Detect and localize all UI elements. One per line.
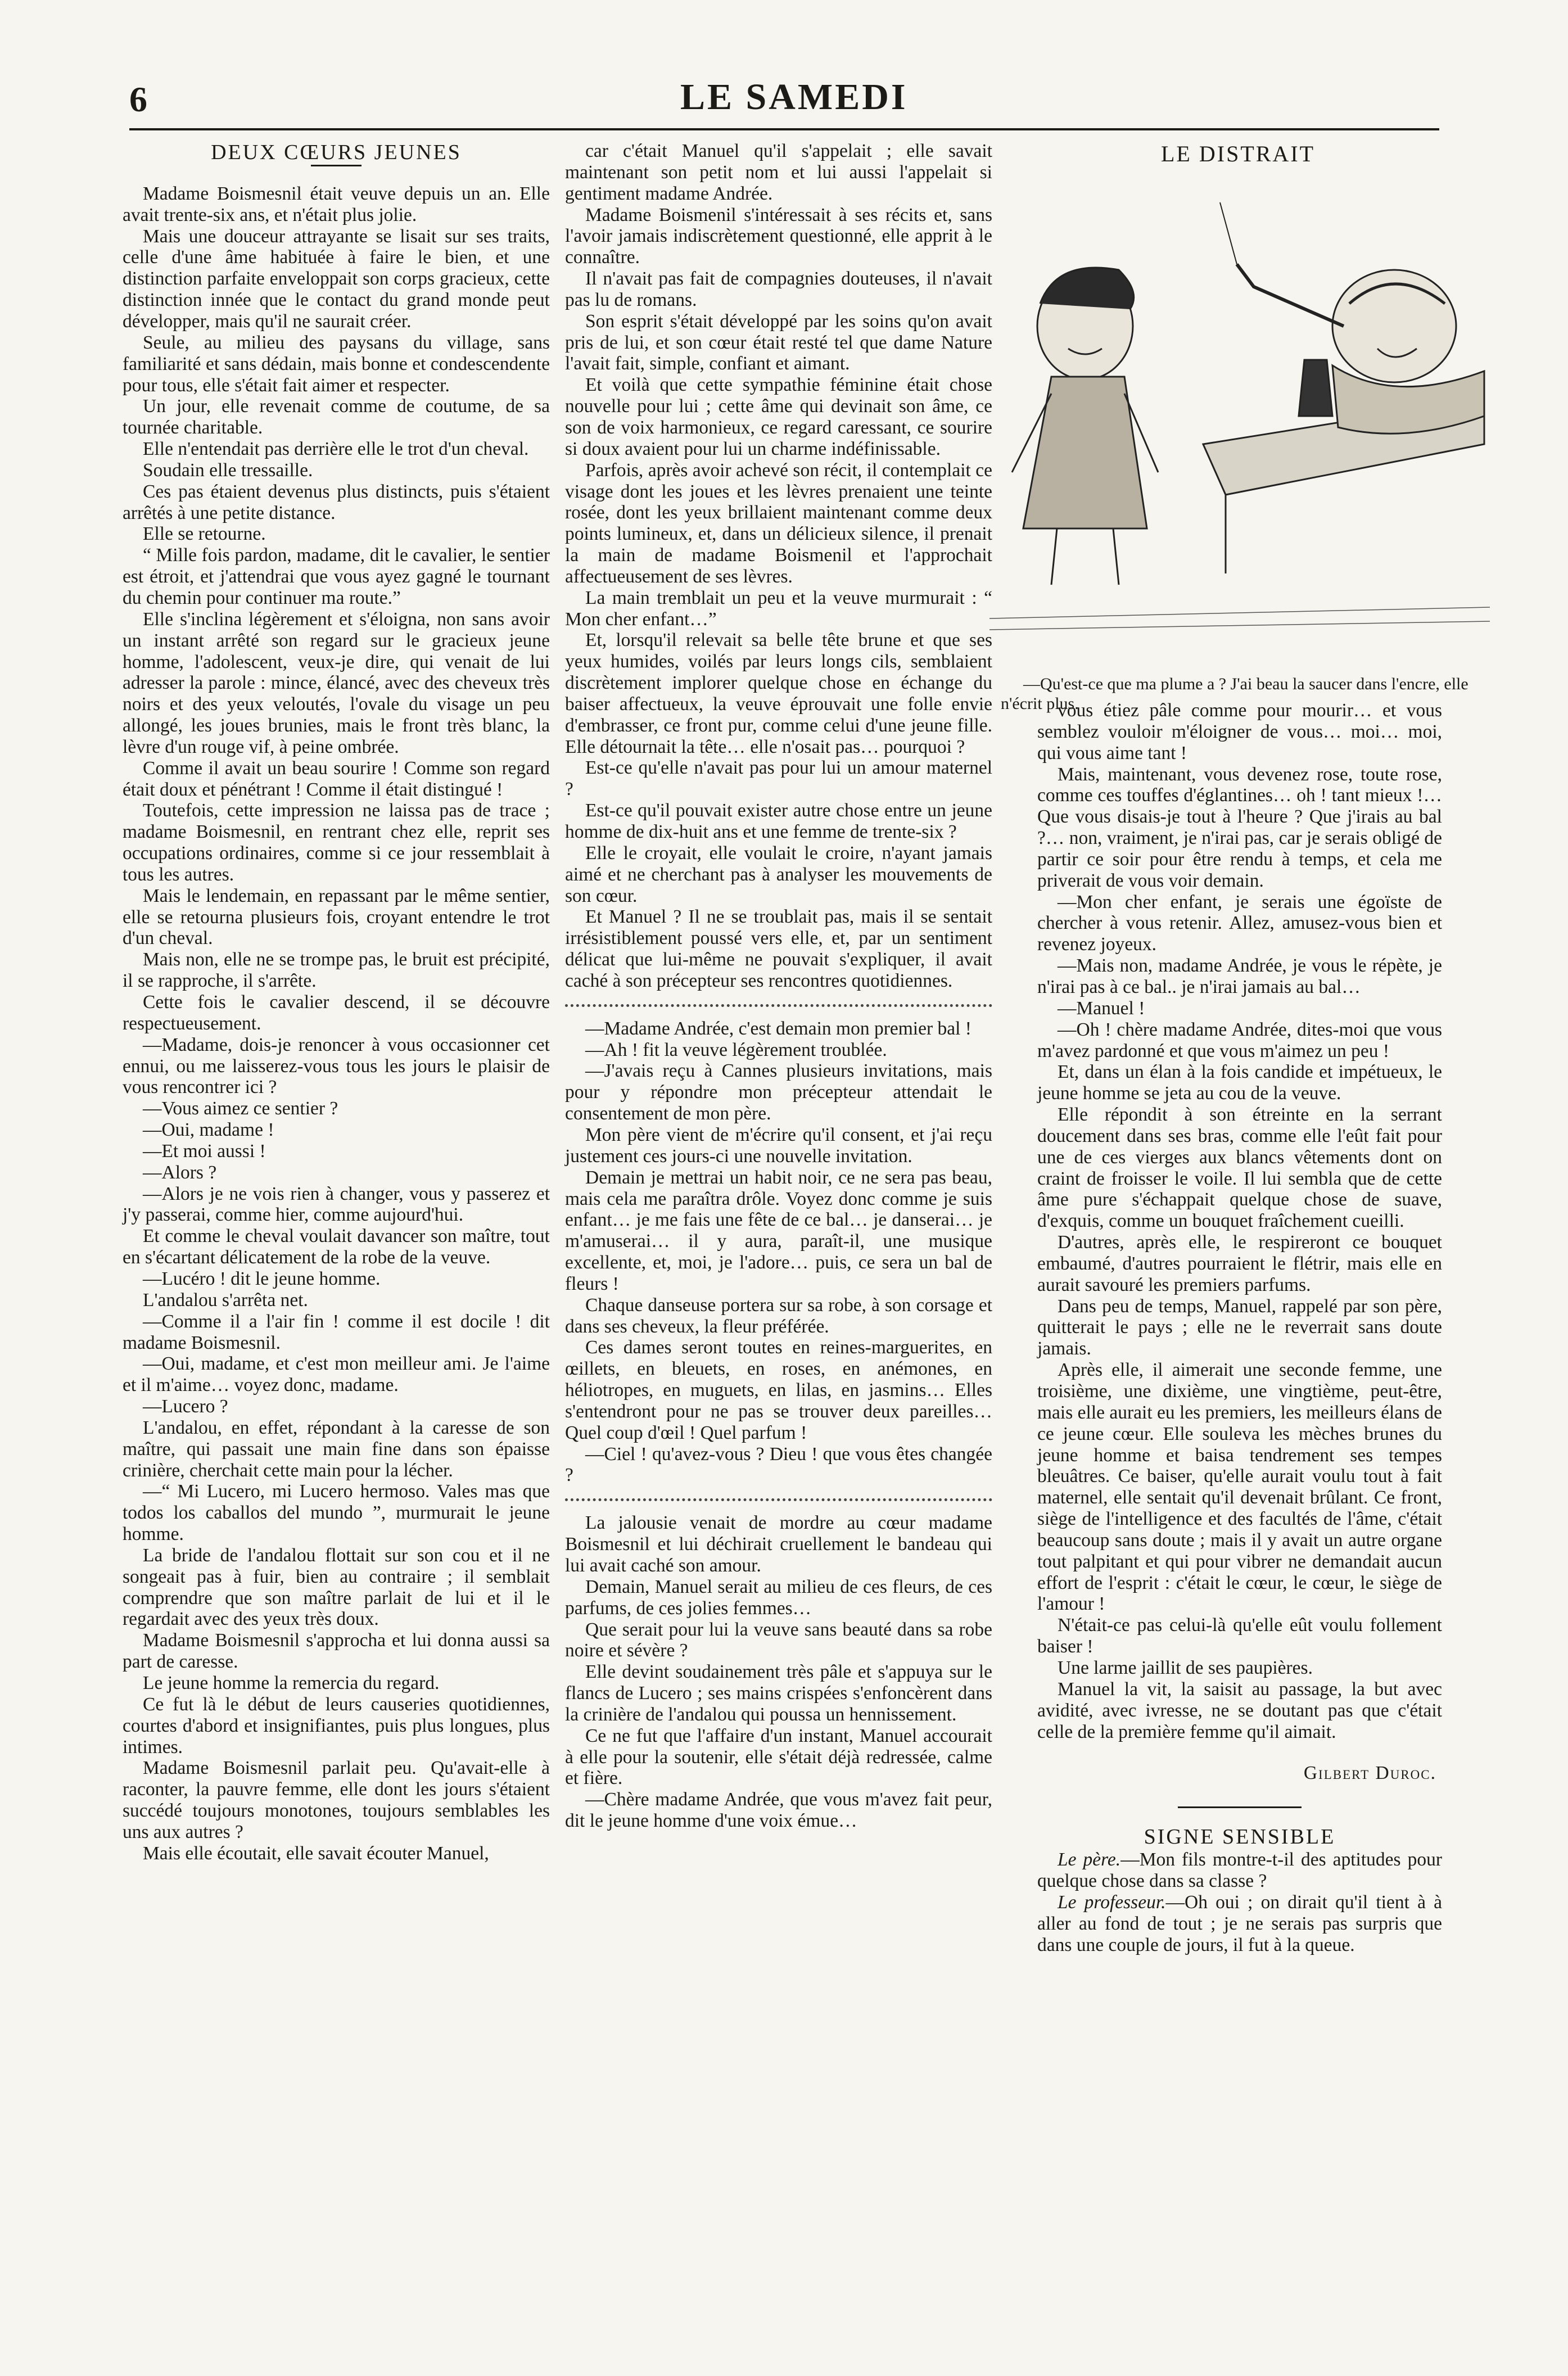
paragraph: Une larme jaillit de ses paupières.	[1058, 1657, 1313, 1678]
paragraph: —Vous aimez ce sentier ?	[143, 1098, 338, 1119]
dialogue-pere	[1037, 1849, 1442, 1892]
paragraph: Demain je mettrai un habit noir, ce ne sera pas beau, mais cela me paraîtra drôle. Voyez donc comme je suis enfant… je me fais une fête de ce bal… je danserai… je m'amuserai… il y aura, paraît-il, une musique excellente, et, moi, je l'adore… puis, ce sera un bal de fleurs !	[565, 1167, 992, 1294]
paragraph: Madame Boismesnil était veuve depuis un an. Elle avait trente-six ans, et n'était plus jolie.	[123, 183, 550, 225]
paragraph: Elle devint soudainement très pâle et s'appuya sur le flancs de Lucero ; ses mains crispées s'enfoncèrent dans la crinière de l'andalou qui poussa un hennissement.	[565, 1661, 992, 1725]
paragraph: —Et moi aussi !	[143, 1140, 266, 1162]
paragraph: Le jeune homme la remercia du regard.	[143, 1673, 440, 1693]
header-rule	[129, 128, 1439, 130]
column-1	[123, 141, 550, 1864]
paragraph: D'autres, après elle, le respireront ce bouquet embaumé, d'autres pourraient le flétrir, mais elle en aurait savouré les premiers parfums.	[1037, 1232, 1442, 1295]
paragraph: La jalousie venait de mordre au cœur madame Boismesnil et lui déchirait cruellement le bandeau qui lui avait caché son amour.	[565, 1512, 992, 1576]
paragraph: Il n'avait pas fait de compagnies douteuses, il n'avait pas lu de romans.	[565, 268, 992, 310]
section-rule	[1178, 1806, 1302, 1808]
paragraph: —Oh ! chère madame Andrée, dites-moi que vous m'avez pardonné et que vous m'aimez un peu !	[1037, 1019, 1442, 1061]
paragraph: Mais le lendemain, en repassant par le même sentier, elle se retourna plusieurs fois, croyant entendre le trot d'un cheval.	[123, 885, 550, 949]
paragraph: Cette fois le cavalier descend, il se découvre respectueusement.	[123, 992, 550, 1034]
story-text-part-3	[565, 1018, 992, 1487]
paragraph: Son esprit s'était développé par les soins qu'on avait pris de lui, et son cœur était resté tel que dame Nature l'avait fait, simple, confiant et aimant.	[565, 310, 992, 374]
story-text-part-4	[565, 1512, 992, 1832]
masthead-title: LE SAMEDI	[680, 76, 908, 118]
story-text-part-2	[565, 141, 992, 992]
paragraph: Est-ce qu'il pouvait exister autre chose entre un jeune homme de dix-huit ans et une femme de trente-six ?	[565, 800, 992, 842]
paragraph: —Oui, madame !	[143, 1119, 274, 1141]
paragraph: L'andalou, en effet, répondant à la caresse de son maître, qui passait une main fine dans son épaisse crinière, cherchait cette main pour la lécher.	[123, 1417, 550, 1481]
story-title: DEUX CŒURS JEUNES	[211, 141, 462, 164]
paragraph: —J'avais reçu à Cannes plusieurs invitations, mais pour y répondre mon précepteur attendait le consentement de mon père.	[565, 1060, 992, 1124]
dotted-separator	[565, 1004, 992, 1007]
paragraph: Et Manuel ? Il ne se troublait pas, mais il se sentait irrésistiblement poussé vers elle, et, par un sentiment délicat que lui-même ne pouvait s'expliquer, il avait caché à son précepteur ses rencontres quotidiennes.	[565, 906, 992, 991]
paragraph: —Ciel ! qu'avez-vous ? Dieu ! que vous êtes changée ?	[565, 1443, 992, 1486]
title-rule	[311, 165, 362, 166]
paragraph: Elle le croyait, elle voulait le croire, n'ayant jamais aimé et ne cherchant pas à analyser les mouvements de son cœur.	[565, 842, 992, 906]
paragraph: Un jour, elle revenait comme de coutume, de sa tournée charitable.	[123, 396, 550, 439]
paragraph: Madame Boismesnil parlait peu. Qu'avait-elle à raconter, la pauvre femme, elle dont les jours s'étaient succédé toujours monotones, toujours semblables les uns aux autres ?	[123, 1758, 550, 1842]
dotted-separator	[565, 1498, 992, 1501]
paragraph: —Ah ! fit la veuve légèrement troublée.	[585, 1039, 887, 1060]
paragraph: Mais non, elle ne se trompe pas, le bruit est précipité, il se rapproche, il s'arrête.	[123, 949, 550, 992]
paragraph: Parfois, après avoir achevé son récit, il contemplait ce visage dont les joues et les lèvres prenaient une teinte rosée, dont les yeux brillaient maintenant comme deux points lumineux, et, dans un délicieux silence, il prenait la main de madame Boismenil et l'approchait affectueusement de ses lèvres.	[565, 459, 992, 587]
paragraph: Ce fut là le début de leurs causeries quotidiennes, courtes d'abord et insignifiantes, puis plus longues, plus intimes.	[123, 1693, 550, 1758]
paragraph: Elle répondit à son étreinte en la serrant doucement dans ses bras, comme elle l'eût fait pour une de ces vierges aux blancs vêtements dont on craint de froisser le voile. Il lui sembla que de cette âme pure s'échappait quelque chose de suave, d'exquis, comme un bouquet fraîchement cueilli.	[1037, 1104, 1442, 1232]
author-signature: Gilbert Duroc.	[1303, 1763, 1436, 1784]
paragraph: Ces pas étaient devenus plus distincts, puis s'étaient arrêtés à une petite distance.	[123, 481, 550, 523]
paragraph: —Mon cher enfant, je serais une égoïste de chercher à vous retenir. Allez, amusez-vous bien et revenez joyeux.	[1037, 891, 1442, 955]
paragraph: L'andalou s'arrêta net.	[143, 1289, 308, 1311]
paragraph: —Lucéro ! dit le jeune homme.	[143, 1268, 381, 1289]
prof-label: Le professeur.	[1058, 1891, 1166, 1913]
paragraph: —Madame, dois-je renoncer à vous occasionner cet ennui, ou me laisserez-vous tous les jours le plaisir de vous rencontrer ici ?	[123, 1034, 550, 1098]
paragraph: Mais, maintenant, vous devenez rose, toute rose, comme ces touffes d'églantines… oh ! tant mieux !… Que vous disais-je tout à l'heure ? Que j'irais au bal ?… non, vraiment, je n'irai pas, car je serais obligé de partir ce soir pour être rendu à temps, et cela me priverait de vous voir demain.	[1037, 764, 1442, 891]
prof-text: —Oh oui ; on dirait qu'il tient à à aller au fond de tout ; je ne serais pas surpris que dans une couple de jours, il fut à la queue.	[1037, 1891, 1442, 1955]
paragraph: Mon père vient de m'écrire qu'il consent, et j'ai reçu justement ces jours-ci une nouvelle invitation.	[565, 1124, 992, 1167]
paragraph: —Alors je ne vois rien à changer, vous y passerez et j'y passerai, comme hier, comme aujourd'hui.	[123, 1183, 550, 1226]
paragraph: Dans peu de temps, Manuel, rappelé par son père, quitterait le pays ; elle ne le reverrait sans doute jamais.	[1037, 1295, 1442, 1359]
paragraph: Après elle, il aimerait une seconde femme, une troisième, une dixième, une vingtième, peut-être, mais elle aurait eu les premiers, les meilleurs élans de ce jeune cœur. Elle souleva les mèches brunes du jeune homme et baisa tendrement ses tempes bleuâtres. Ce baiser, qu'elle aurait voulu tout à fait maternel, elle sentait qu'il devenait brûlant. Ce front, siège de l'intelligence et des facultés de l'âme, c'était beaucoup sans doute ; mais il y avait un autre organe tout palpitant et qui pour vibrer ne demandait aucun effort de l'esprit : c'était le cœur, le cœur, le siège de l'amour !	[1037, 1359, 1442, 1615]
paragraph: Elle s'inclina légèrement et s'éloigna, non sans avoir un instant arrêté son regard sur le gracieux jeune homme, l'adolescent, veux-je dire, qui venait de lui adresser la parole : mince, élancé, avec des cheveux très noirs et des yeux veloutés, l'ovale du visage un peu allongé, les joues brunies, mais le front très blanc, la lèvre d'un rouge vif, à peine ombrée.	[123, 608, 550, 757]
paragraph: La main tremblait un peu et la veuve murmurait : “ Mon cher enfant…”	[565, 587, 992, 630]
pere-label: Le père.	[1058, 1849, 1121, 1871]
paragraph: —Mais non, madame Andrée, je vous le répète, je n'irai pas à ce bal.. je n'irai jamais au bal…	[1037, 955, 1442, 997]
paragraph: —Comme il a l'air fin ! comme il est docile ! dit madame Boismesnil.	[123, 1311, 550, 1353]
paragraph: Comme il avait un beau sourire ! Comme son regard était doux et pénétrant ! Comme il était distingué !	[123, 757, 550, 800]
paragraph: —Oui, madame, et c'est mon meilleur ami. Je l'aime et il m'aime… voyez donc, madame.	[123, 1353, 550, 1396]
paragraph: —Alors ?	[143, 1162, 217, 1183]
paragraph: Mais une douceur attrayante se lisait sur ses traits, celle d'une âme habituée à faire le bien, et une distinction parfaite enveloppait son corps gracieux, cette distinction innée que le contact du grand monde peut développer, mais qu'il ne saurait créer.	[123, 225, 550, 332]
paragraph: —Manuel !	[1058, 997, 1145, 1019]
paragraph: Et voilà que cette sympathie féminine était chose nouvelle pour lui ; cette âme qui devinait son âme, ce son de voix harmonieux, ce regard caressant, ce sourire si doux avaient pour lui un charme indéfinissable.	[565, 374, 992, 459]
column-2	[565, 141, 992, 1832]
paragraph: Elle n'entendait pas derrière elle le trot d'un cheval.	[143, 439, 529, 460]
illustration-caption: —Qu'est-ce que ma plume a ? J'ai beau la saucer dans l'encre, elle n'écrit plus.	[1001, 675, 1468, 713]
paragraph: Que serait pour lui la veuve sans beauté dans sa robe noire et sévère ?	[565, 1619, 992, 1661]
story-text-part-5	[1037, 700, 1442, 1742]
story-text-part-1	[123, 183, 550, 1864]
column-3	[1037, 700, 1442, 1955]
paragraph: —Lucero ?	[143, 1396, 228, 1417]
paragraph: Madame Boismesnil s'approcha et lui donna aussi sa part de caresse.	[123, 1630, 550, 1673]
paragraph: Ces dames seront toutes en reines-marguerites, en œillets, en bleuets, en roses, en anémones, en héliotropes, en muguets, en lilas, en jasmins… Elles s'entendront pour ne pas se trouver deux pareilles… Quel coup d'œil ! Quel parfum !	[565, 1337, 992, 1443]
paragraph: Madame Boismenil s'intéressait à ses récits et, sans l'avoir jamais indiscrètement questionné, elle apprit à le connaître.	[565, 204, 992, 268]
paragraph: Et, dans un élan à la fois candide et impétueux, le jeune homme se jeta au cou de la veuve.	[1037, 1061, 1442, 1104]
paragraph: Soudain elle tressaille.	[143, 459, 313, 481]
paragraph: Seule, au milieu des paysans du village, sans familiarité et sans dédain, mais bonne et condescendente pour tous, elle s'était fait aimer et respecter.	[123, 332, 550, 396]
dialogue-professeur	[1037, 1892, 1442, 1956]
paragraph: Et comme le cheval voulait davancer son maître, tout en s'écartant délicatement de la robe de la veuve.	[123, 1226, 550, 1268]
paragraph: Et, lorsqu'il relevait sa belle tête brune et que ses yeux humides, voilés par leurs longs cils, semblaient discrètement implorer quelque chose en échange du baiser affectueux, la veuve éprouvait une folle envie d'embrasser, ce front pur, comme celui d'une jeune fille. Elle détournait la tête… elle n'osait pas… pourquoi ?	[565, 630, 992, 757]
paragraph: Est-ce qu'elle n'avait pas pour lui un amour maternel ?	[565, 757, 992, 800]
paragraph: Demain, Manuel serait au milieu de ces fleurs, de ces parfums, de ces jolies femmes…	[565, 1576, 992, 1619]
paragraph: N'était-ce pas celui-là qu'elle eût voulu follement baiser !	[1037, 1615, 1442, 1657]
paragraph: car c'était Manuel qu'il s'appelait ; elle savait maintenant son petit nom et lui aussi l'appelait si gentiment madame Andrée.	[565, 141, 992, 204]
paragraph: Chaque danseuse portera sur sa robe, à son corsage et dans ses cheveux, la fleur préférée.	[565, 1294, 992, 1337]
paragraph: —“ Mi Lucero, mi Lucero hermoso. Vales mas que todos los caballos del mundo ”, murmurait le jeune homme.	[123, 1481, 550, 1545]
pere-text: —Mon fils montre-t-il des aptitudes pour quelque chose dans sa classe ?	[1037, 1849, 1442, 1891]
section2-title: SIGNE SENSIBLE	[1144, 1825, 1336, 1849]
illustration-title: LE DISTRAIT	[1161, 141, 1316, 166]
paragraph: Elle se retourne.	[143, 523, 266, 545]
paragraph: Mais elle écoutait, elle savait écouter Manuel,	[143, 1842, 489, 1864]
paragraph: Toutefois, cette impression ne laissa pas de trace ; madame Boismesnil, en rentrant chez elle, reprit ses occupations ordinaires, comme si ce jour ressemblait à tous les autres.	[123, 800, 550, 885]
paragraph: La bride de l'andalou flottait sur son cou et il ne songeait pas à fuir, bien au contraire ; il semblait comprendre que son maître parlait de lui et il le regardait avec des yeux très doux.	[123, 1544, 550, 1630]
paragraph: Ce ne fut que l'affaire d'un instant, Manuel accourait à elle pour la soutenir, elle s'était déjà redressée, calme et fière.	[565, 1725, 992, 1789]
paragraph: Manuel la vit, la saisit au passage, la but avec avidité, avec ivresse, ne se doutant pas que c'était celle de la première femme qu'il aimait.	[1037, 1678, 1442, 1742]
paragraph: vous étiez pâle comme pour mourir… et vous semblez vouloir m'éloigner de vous… moi… moi, qui vous aime tant !	[1037, 700, 1442, 764]
paragraph: “ Mille fois pardon, madame, dit le cavalier, le sentier est étroit, et j'attendrai que vous ayez gagné le tournant du chemin pour continuer ma route.”	[123, 545, 550, 608]
illustration-le-distrait	[989, 180, 1490, 641]
paragraph: —Chère madame Andrée, que vous m'avez fait peur, dit le jeune homme d'une voix émue…	[565, 1789, 992, 1832]
paragraph: —Madame Andrée, c'est demain mon premier bal !	[585, 1018, 971, 1039]
page-number: 6	[129, 79, 147, 119]
